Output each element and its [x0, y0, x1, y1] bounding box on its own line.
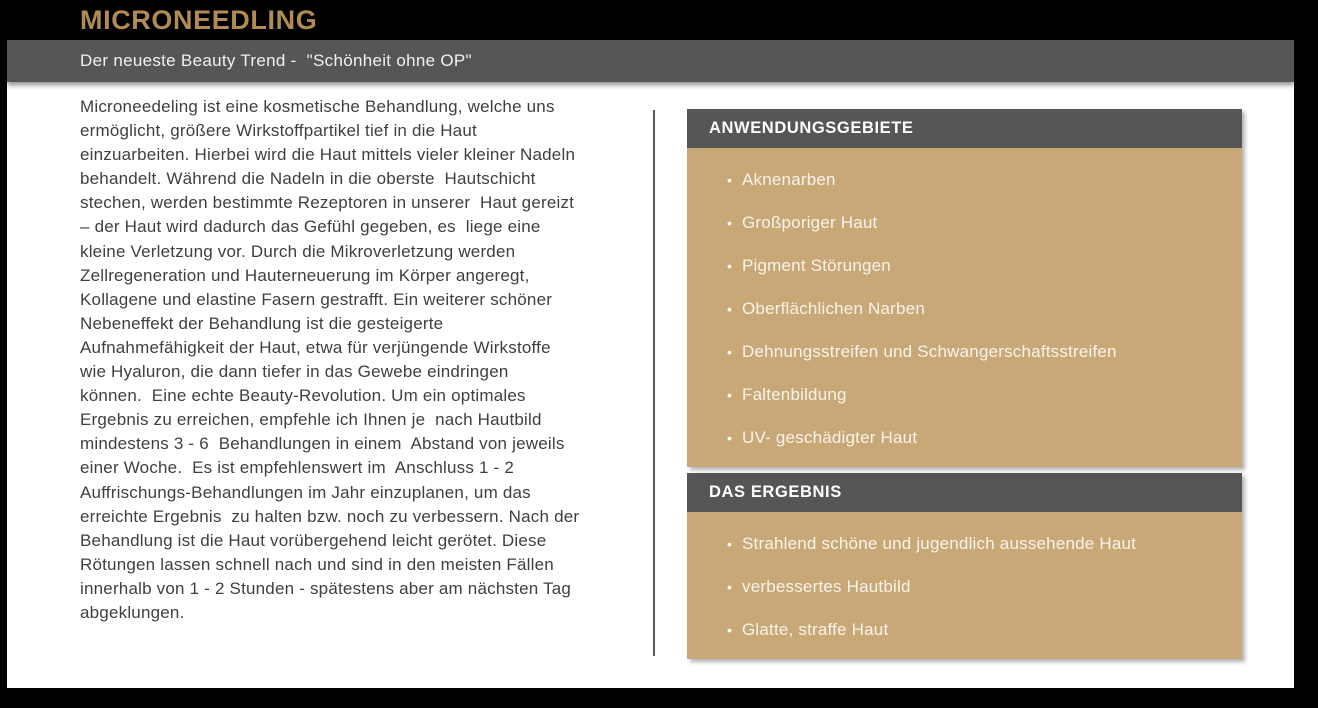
paragraph-line: – der Haut wird dadurch das Gefühl gegeben, es liege eine [80, 217, 541, 237]
paragraph-line: Zellregeneration und Hauterneuerung im Körper angeregt, [80, 265, 530, 285]
section-header-label: DAS ERGEBNIS [709, 483, 842, 501]
bullet-icon: • [727, 214, 732, 231]
info-section [687, 109, 1242, 467]
list-item-label: Glatte, straffe Haut [742, 619, 889, 639]
subtitle-text: Der neueste Beauty Trend - "Schönheit ohne OP" [80, 51, 472, 70]
paragraph-line: Aufnahmefähigkeit der Haut, etwa für verjüngende Wirkstoffe [80, 337, 551, 357]
paragraph-line: ermöglicht, größere Wirkstoffpartikel tief in die Haut [80, 121, 477, 141]
paragraph-line: Auffrischungs-Behandlungen im Jahr einzuplanen, um das [80, 482, 531, 502]
bullet-icon: • [727, 257, 732, 274]
paragraph-line: Nebeneffekt der Behandlung ist die gesteigerte [80, 313, 444, 333]
section-header [687, 109, 1242, 148]
bullet-icon: • [727, 578, 732, 595]
bullet-icon: • [727, 300, 732, 317]
paragraph-line: stechen, werden bestimmte Rezeptoren in unserer Haut gereizt [80, 193, 575, 213]
paragraph-line: behandelt. Während die Nadeln in die oberste Hautschicht [80, 169, 536, 189]
paragraph-line: können. Eine echte Beauty-Revolution. Um ein optimales [80, 386, 526, 406]
bullet-icon: • [727, 535, 732, 552]
paragraph-line: Kollagene und elastine Fasern gestrafft. Ein weiterer schöner [80, 289, 553, 309]
list-item-label: Dehnungsstreifen und Schwangerschaftsstreifen [742, 341, 1117, 361]
paragraph-line: Rötungen lassen schnell nach und sind in den meisten Fällen [80, 554, 554, 574]
paragraph-line: Behandlung ist die Haut vorübergehend leicht gerötet. Diese [80, 530, 547, 550]
paragraph-line: innerhalb von 1 - 2 Stunden - spätestens aber am nächsten Tag [80, 578, 572, 598]
paragraph-line: mindestens 3 - 6 Behandlungen in einem Abstand von jeweils [80, 434, 565, 454]
column-divider [653, 110, 655, 656]
list-item [687, 522, 1242, 565]
list-item-label: Faltenbildung [742, 384, 847, 404]
bullet-icon: • [727, 621, 732, 638]
section-header-label: ANWENDUNGSGEBIETE [709, 119, 914, 137]
page-title: MICRONEEDLING [80, 5, 318, 35]
list-item-label: Aknenarben [742, 169, 836, 189]
paragraph-line: wie Hyaluron, die dann tiefer in das Gewebe eindringen [80, 362, 509, 382]
subtitle-banner [7, 40, 1294, 82]
list-item [687, 416, 1242, 459]
bullet-icon: • [727, 171, 732, 188]
list-item-label: Pigment Störungen [742, 255, 891, 275]
list-item [687, 201, 1242, 244]
paragraph-line: Ergebnis zu erreichen, empfehle ich Ihnen je nach Hautbild [80, 410, 542, 430]
bullet-icon: • [727, 386, 732, 403]
list-item [687, 287, 1242, 330]
intro-paragraph [80, 95, 579, 625]
list-item [687, 608, 1242, 651]
paragraph-line: einer Woche. Es ist empfehlenswert im Anschluss 1 - 2 [80, 458, 514, 478]
paragraph-line: kleine Verletzung vor. Durch die Mikroverletzung werden [80, 241, 516, 261]
list-item-label: verbessertes Hautbild [742, 576, 911, 596]
section-header [687, 473, 1242, 512]
list-item [687, 158, 1242, 201]
paragraph-line: erreichte Ergebnis zu halten bzw. noch zu verbessern. Nach der [80, 506, 580, 526]
list-item [687, 330, 1242, 373]
list-item [687, 373, 1242, 416]
bullet-list [687, 148, 1242, 467]
list-item-label: Strahlend schöne und jugendlich aussehende Haut [742, 533, 1137, 553]
bullet-icon: • [727, 343, 732, 360]
paragraph-line: Microneedeling ist eine kosmetische Behandlung, welche uns [80, 97, 555, 116]
info-section [687, 473, 1242, 659]
list-item-label: Oberflächlichen Narben [742, 298, 925, 318]
info-sections [687, 109, 1242, 659]
list-item-label: UV- geschädigter Haut [742, 427, 918, 447]
list-item-label: Großporiger Haut [742, 212, 878, 232]
paragraph-line: einzuarbeiten. Hierbei wird die Haut mittels vieler kleiner Nadeln [80, 145, 576, 165]
slide-content [7, 82, 1294, 688]
list-item [687, 565, 1242, 608]
bullet-list [687, 512, 1242, 659]
bullet-icon: • [727, 429, 732, 446]
list-item [687, 244, 1242, 287]
paragraph-line: abgeklungen. [80, 602, 185, 622]
